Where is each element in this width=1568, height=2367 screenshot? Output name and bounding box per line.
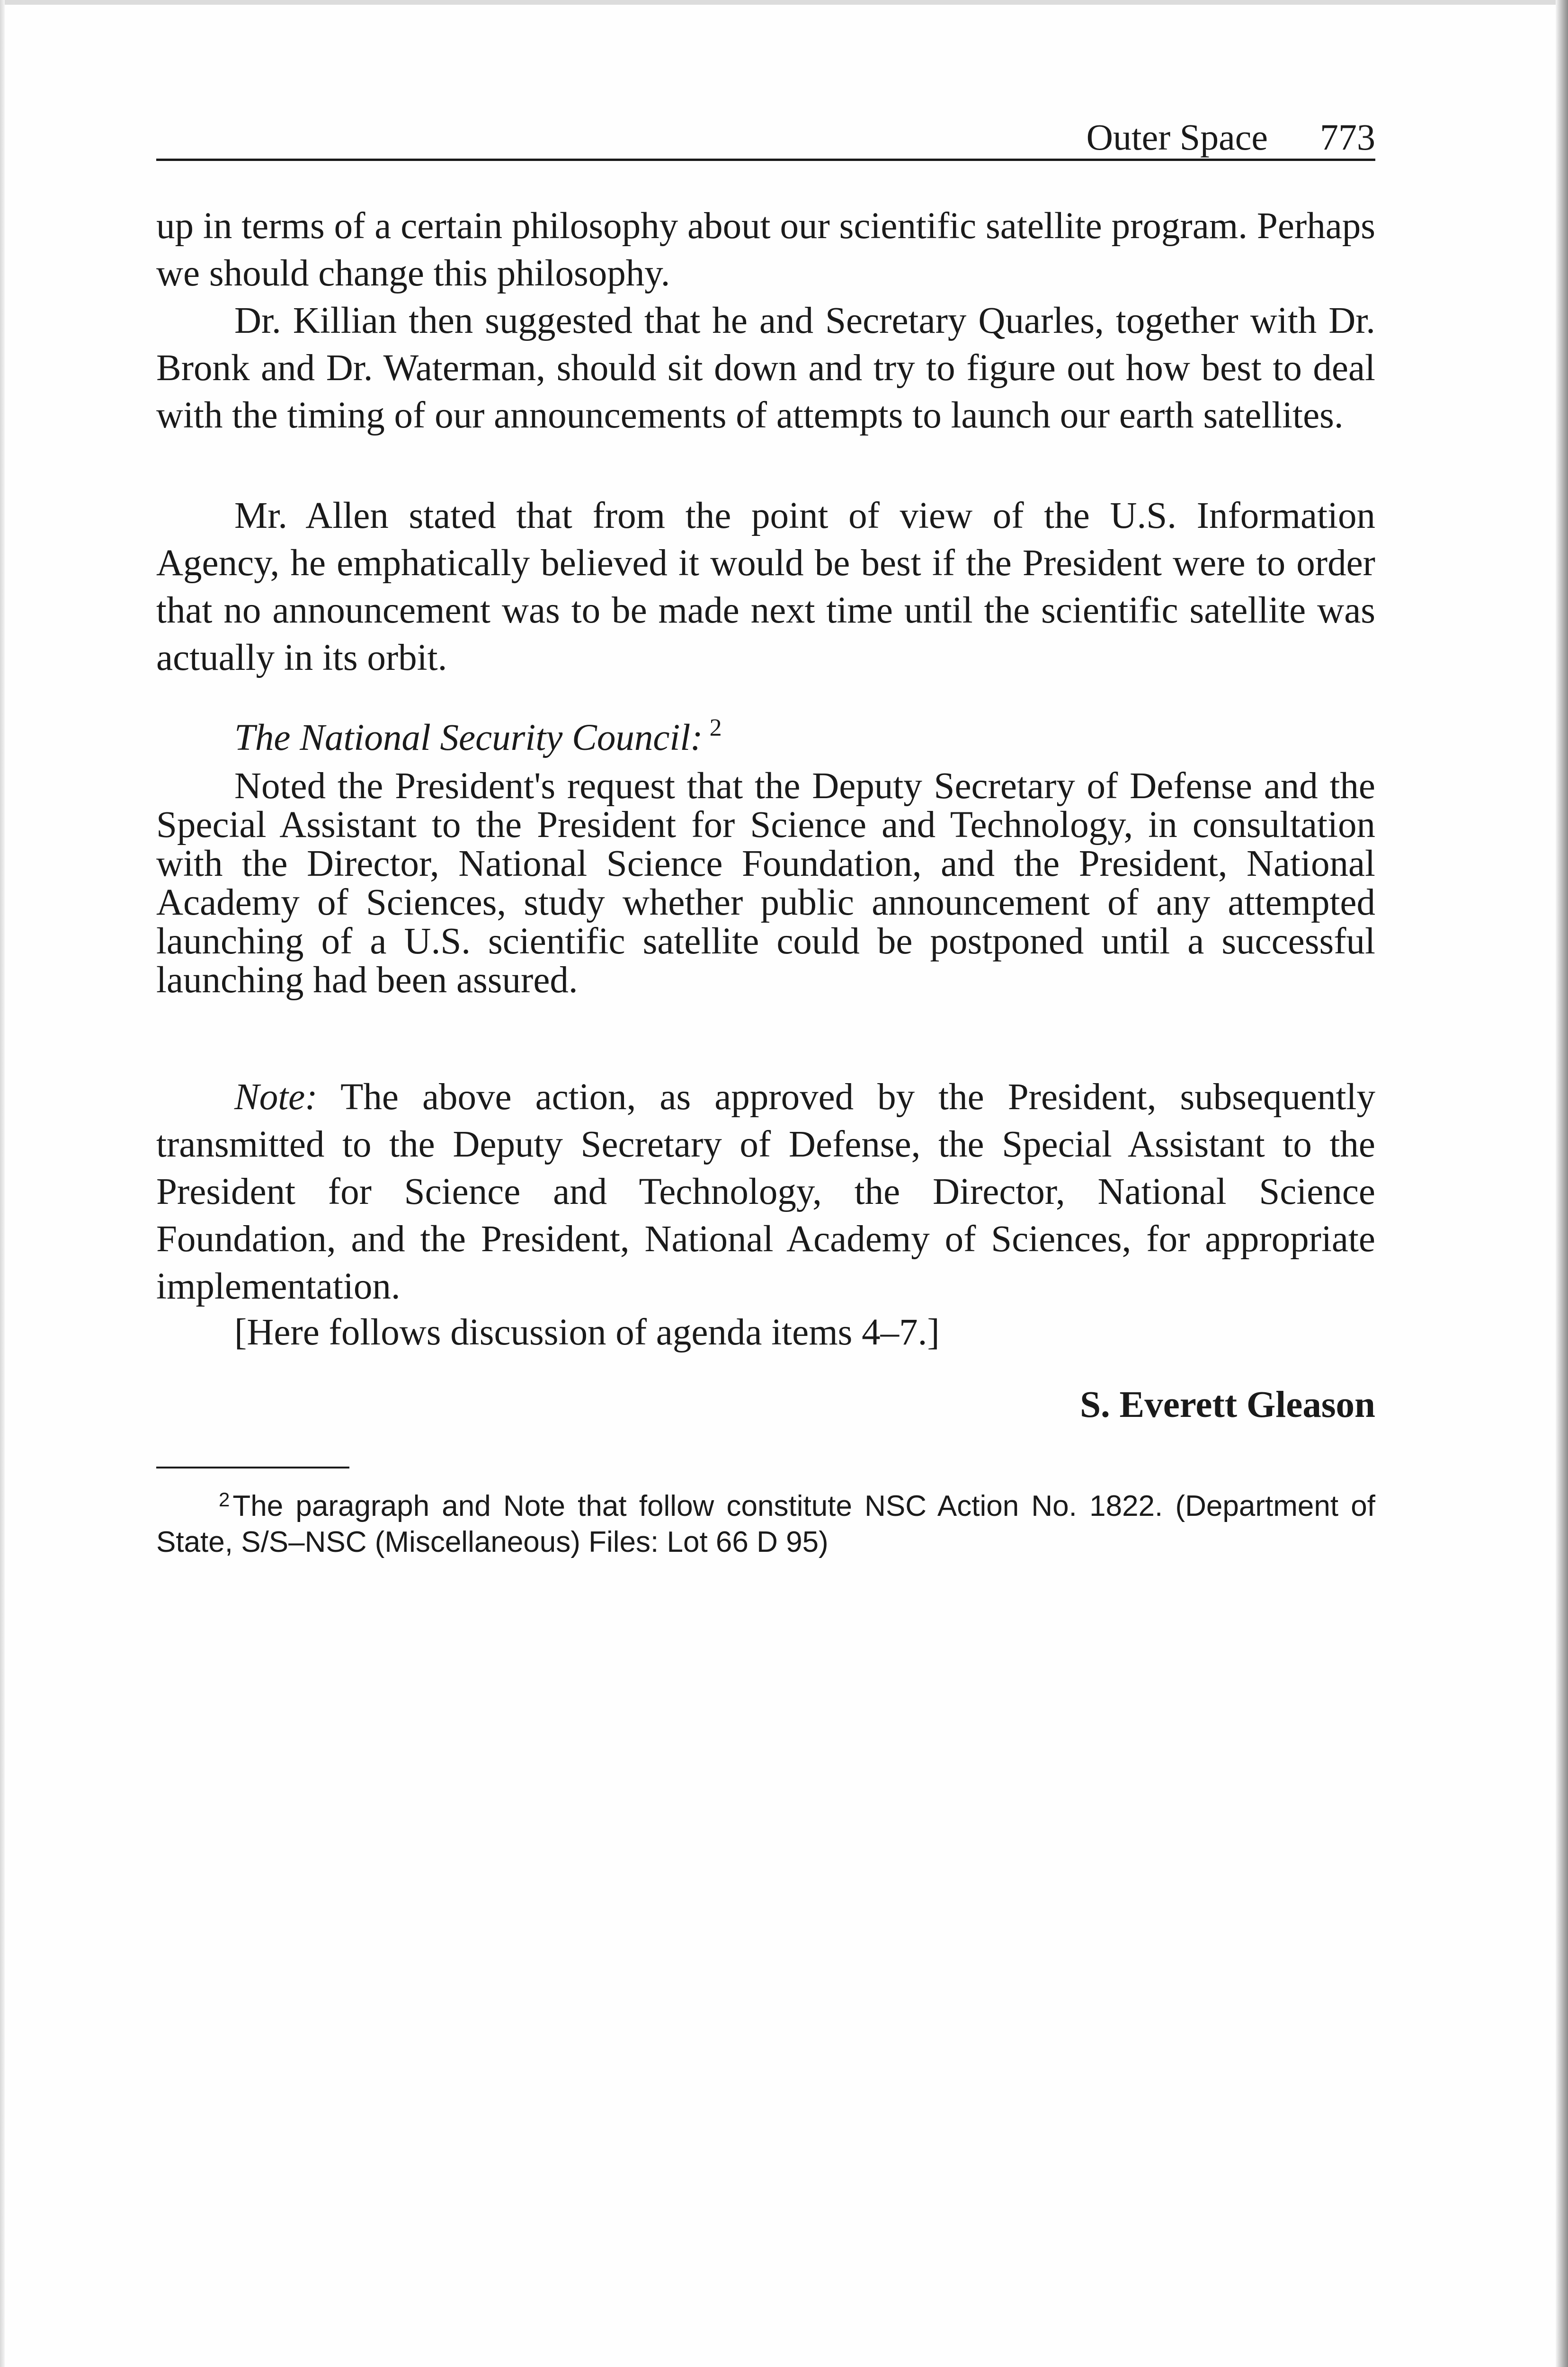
note-label: Note: bbox=[234, 1077, 318, 1118]
note-paragraph bbox=[156, 1074, 1375, 1310]
note-text-container bbox=[156, 1074, 1375, 1310]
paragraph-continuation bbox=[156, 203, 1375, 297]
page-binding-edge bbox=[1556, 0, 1568, 2367]
running-header bbox=[156, 112, 1375, 161]
paragraph-text: Mr. Allen stated that from the point of view of the U.S. Information Agency, he emphatically believed it would be best if the President were to order that no announcement was to be made next time until the scientific satellite was actually in its orbit. bbox=[156, 495, 1375, 678]
footnote-text: The paragraph and Note that follow constitute NSC Action No. 1822. (Department of State, S/S–NSC (Miscellaneous) Files: Lot 66 D 95) bbox=[156, 1490, 1375, 1558]
paragraph-allen bbox=[156, 492, 1375, 682]
note-text: The above action, as approved by the President, subsequently transmitted to the Deputy Secretary of Defense, the Special Assistant to the President for Science and Technology, the Director, National Science Foundation, and the President, National Academy of Sciences, for appropriate implementation. bbox=[156, 1077, 1375, 1307]
action-paragraph bbox=[156, 767, 1375, 1000]
page-number: 773 bbox=[1320, 116, 1375, 158]
paragraph-text: Dr. Killian then suggested that he and Secretary Quarles, together with Dr. Bronk and Dr. Waterman, should sit down and try to figure out how best to deal with the timing of our announcements of attempts to launch our earth satellites. bbox=[156, 300, 1375, 436]
page-top-edge bbox=[0, 0, 1568, 5]
footnote-marker: 2 bbox=[219, 1488, 230, 1511]
footnote bbox=[156, 1482, 1375, 1560]
council-heading-text: The National Security Council: bbox=[234, 717, 703, 758]
editorial-note bbox=[156, 1309, 1375, 1356]
footnote-divider bbox=[156, 1467, 349, 1468]
council-heading bbox=[234, 704, 722, 762]
section-title: Outer Space bbox=[1086, 116, 1268, 158]
paragraph-text: up in terms of a certain philosophy about our scientific satellite program. Perhaps we should change this philosophy. bbox=[156, 205, 1375, 294]
page-left-edge bbox=[0, 0, 5, 2367]
paragraph-killian bbox=[156, 297, 1375, 439]
paragraph-text: Noted the President's request that the Deputy Secretary of Defense and the Special Assistant to the President for Science and Technology, in consultation with the Director, National Science Foundation, and the President, National Academy of Sciences, study whether public announcement of any attempted launching of a U.S. scientific satellite could be postponed until a successful launching had been assured. bbox=[156, 765, 1375, 1001]
editorial-note-text: [Here follows discussion of agenda items 4–7.] bbox=[234, 1312, 940, 1353]
footnote-reference: 2 bbox=[709, 714, 722, 741]
signature: S. Everett Gleason bbox=[1080, 1384, 1375, 1425]
